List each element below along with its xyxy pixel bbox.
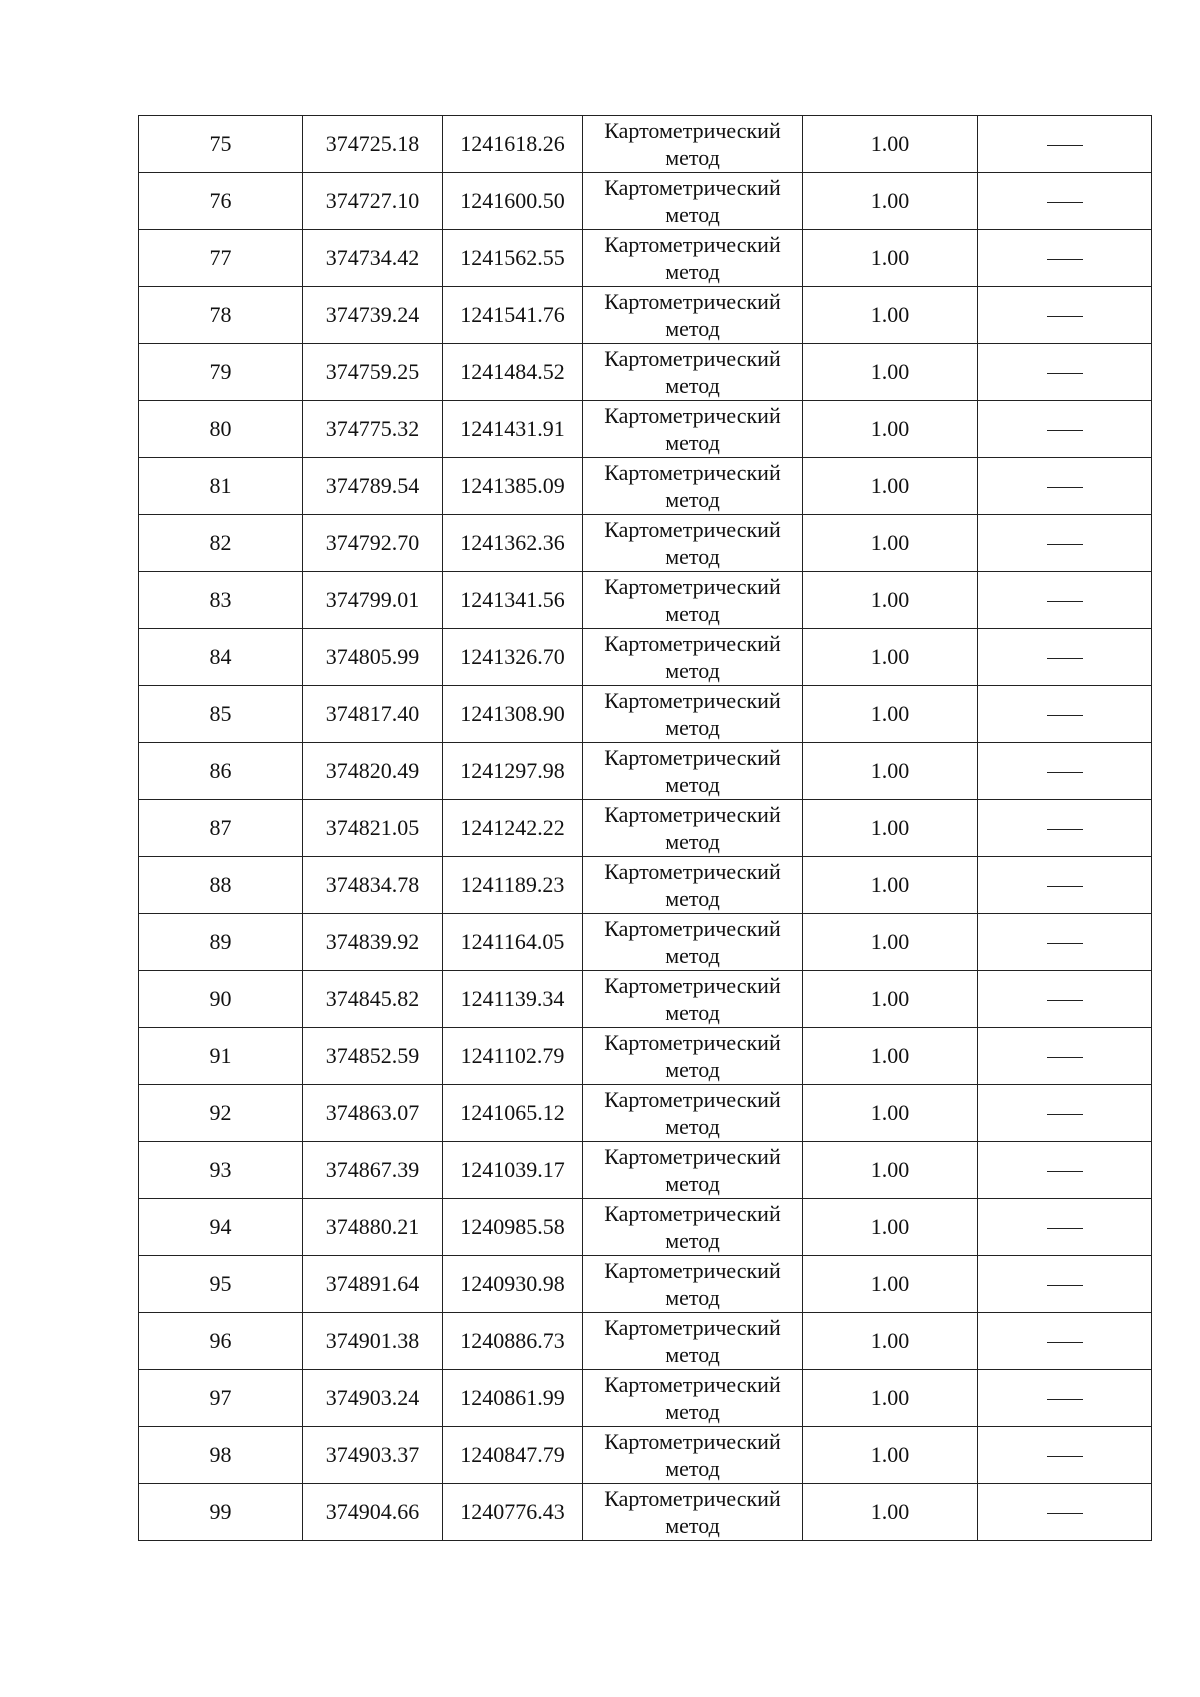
note-cell [978, 629, 1152, 686]
accuracy-cell: 1.00 [803, 1256, 978, 1313]
point-number-cell: 83 [139, 572, 303, 629]
method-line-1: Картометрический [604, 460, 781, 485]
dash-mark [1047, 544, 1083, 545]
dash-mark [1047, 1456, 1083, 1457]
table-row [139, 1199, 1152, 1256]
note-cell [978, 914, 1152, 971]
method-line-2: метод [665, 1171, 720, 1196]
method-line-2: метод [665, 202, 720, 227]
table-row [139, 686, 1152, 743]
note-cell [978, 1256, 1152, 1313]
table-row [139, 1142, 1152, 1199]
table-row [139, 401, 1152, 458]
method-cell [583, 230, 803, 287]
method-line-1: Картометрический [604, 346, 781, 371]
accuracy-cell: 1.00 [803, 572, 978, 629]
dash-mark [1047, 202, 1083, 203]
method-line-1: Картометрический [604, 1315, 781, 1340]
dash-mark [1047, 316, 1083, 317]
point-number-cell: 80 [139, 401, 303, 458]
x-coordinate-cell: 374775.32 [303, 401, 443, 458]
method-line-1: Картометрический [604, 1429, 781, 1454]
note-cell [978, 344, 1152, 401]
note-cell [978, 230, 1152, 287]
method-line-2: метод [665, 601, 720, 626]
x-coordinate-cell: 374904.66 [303, 1484, 443, 1541]
accuracy-cell: 1.00 [803, 173, 978, 230]
method-line-2: метод [665, 1114, 720, 1139]
method-line-2: метод [665, 1285, 720, 1310]
method-cell [583, 629, 803, 686]
accuracy-cell: 1.00 [803, 686, 978, 743]
method-line-1: Картометрический [604, 1486, 781, 1511]
table-row [139, 1028, 1152, 1085]
method-line-1: Картометрический [604, 802, 781, 827]
accuracy-cell: 1.00 [803, 344, 978, 401]
y-coordinate-cell: 1241484.52 [443, 344, 583, 401]
dash-mark [1047, 259, 1083, 260]
y-coordinate-cell: 1241341.56 [443, 572, 583, 629]
table-row [139, 287, 1152, 344]
table-row [139, 629, 1152, 686]
note-cell [978, 971, 1152, 1028]
y-coordinate-cell: 1241139.34 [443, 971, 583, 1028]
y-coordinate-cell: 1240847.79 [443, 1427, 583, 1484]
x-coordinate-cell: 374845.82 [303, 971, 443, 1028]
method-cell [583, 1199, 803, 1256]
method-cell [583, 914, 803, 971]
dash-mark [1047, 1342, 1083, 1343]
note-cell [978, 1028, 1152, 1085]
method-cell [583, 173, 803, 230]
method-line-1: Картометрический [604, 175, 781, 200]
dash-mark [1047, 1399, 1083, 1400]
point-number-cell: 85 [139, 686, 303, 743]
dash-mark [1047, 886, 1083, 887]
table-row [139, 1484, 1152, 1541]
point-number-cell: 90 [139, 971, 303, 1028]
y-coordinate-cell: 1241600.50 [443, 173, 583, 230]
y-coordinate-cell: 1241065.12 [443, 1085, 583, 1142]
dash-mark [1047, 145, 1083, 146]
method-line-2: метод [665, 1513, 720, 1538]
table-row [139, 1427, 1152, 1484]
table-row [139, 515, 1152, 572]
accuracy-cell: 1.00 [803, 515, 978, 572]
y-coordinate-cell: 1241164.05 [443, 914, 583, 971]
point-number-cell: 97 [139, 1370, 303, 1427]
method-line-2: метод [665, 1456, 720, 1481]
accuracy-cell: 1.00 [803, 629, 978, 686]
accuracy-cell: 1.00 [803, 1484, 978, 1541]
y-coordinate-cell: 1240886.73 [443, 1313, 583, 1370]
y-coordinate-cell: 1241385.09 [443, 458, 583, 515]
method-cell [583, 1085, 803, 1142]
table-row [139, 1313, 1152, 1370]
method-cell [583, 1313, 803, 1370]
x-coordinate-cell: 374759.25 [303, 344, 443, 401]
accuracy-cell: 1.00 [803, 914, 978, 971]
x-coordinate-cell: 374903.37 [303, 1427, 443, 1484]
method-line-1: Картометрический [604, 118, 781, 143]
table-row [139, 800, 1152, 857]
method-line-2: метод [665, 544, 720, 569]
method-cell [583, 686, 803, 743]
point-number-cell: 96 [139, 1313, 303, 1370]
dash-mark [1047, 829, 1083, 830]
method-line-2: метод [665, 1000, 720, 1025]
accuracy-cell: 1.00 [803, 116, 978, 173]
note-cell [978, 1142, 1152, 1199]
point-number-cell: 95 [139, 1256, 303, 1313]
x-coordinate-cell: 374891.64 [303, 1256, 443, 1313]
table-body [139, 116, 1152, 1541]
method-cell [583, 401, 803, 458]
method-line-1: Картометрический [604, 232, 781, 257]
point-number-cell: 93 [139, 1142, 303, 1199]
y-coordinate-cell: 1241189.23 [443, 857, 583, 914]
y-coordinate-cell: 1241308.90 [443, 686, 583, 743]
method-line-1: Картометрический [604, 289, 781, 314]
accuracy-cell: 1.00 [803, 1199, 978, 1256]
note-cell [978, 800, 1152, 857]
x-coordinate-cell: 374903.24 [303, 1370, 443, 1427]
x-coordinate-cell: 374734.42 [303, 230, 443, 287]
method-cell [583, 287, 803, 344]
accuracy-cell: 1.00 [803, 857, 978, 914]
dash-mark [1047, 715, 1083, 716]
point-number-cell: 78 [139, 287, 303, 344]
table-row [139, 173, 1152, 230]
dash-mark [1047, 1285, 1083, 1286]
method-line-1: Картометрический [604, 688, 781, 713]
note-cell [978, 401, 1152, 458]
point-number-cell: 77 [139, 230, 303, 287]
table-row [139, 458, 1152, 515]
method-line-2: метод [665, 829, 720, 854]
x-coordinate-cell: 374739.24 [303, 287, 443, 344]
note-cell [978, 116, 1152, 173]
x-coordinate-cell: 374727.10 [303, 173, 443, 230]
method-line-1: Картометрический [604, 1144, 781, 1169]
point-number-cell: 86 [139, 743, 303, 800]
point-number-cell: 76 [139, 173, 303, 230]
note-cell [978, 743, 1152, 800]
point-number-cell: 89 [139, 914, 303, 971]
method-line-2: метод [665, 259, 720, 284]
y-coordinate-cell: 1241297.98 [443, 743, 583, 800]
accuracy-cell: 1.00 [803, 230, 978, 287]
method-line-2: метод [665, 1342, 720, 1367]
method-line-1: Картометрический [604, 916, 781, 941]
method-line-1: Картометрический [604, 745, 781, 770]
method-cell [583, 344, 803, 401]
method-line-2: метод [665, 373, 720, 398]
note-cell [978, 686, 1152, 743]
x-coordinate-cell: 374789.54 [303, 458, 443, 515]
dash-mark [1047, 1171, 1083, 1172]
y-coordinate-cell: 1240985.58 [443, 1199, 583, 1256]
note-cell [978, 1313, 1152, 1370]
accuracy-cell: 1.00 [803, 1142, 978, 1199]
method-line-1: Картометрический [604, 1087, 781, 1112]
method-line-2: метод [665, 943, 720, 968]
coordinates-table [138, 115, 1152, 1541]
y-coordinate-cell: 1241326.70 [443, 629, 583, 686]
method-line-2: метод [665, 430, 720, 455]
method-line-2: метод [665, 1399, 720, 1424]
dash-mark [1047, 1114, 1083, 1115]
point-number-cell: 92 [139, 1085, 303, 1142]
method-cell [583, 1370, 803, 1427]
method-line-1: Картометрический [604, 403, 781, 428]
accuracy-cell: 1.00 [803, 971, 978, 1028]
table-row [139, 857, 1152, 914]
method-cell [583, 572, 803, 629]
accuracy-cell: 1.00 [803, 800, 978, 857]
table-row [139, 116, 1152, 173]
x-coordinate-cell: 374817.40 [303, 686, 443, 743]
dash-mark [1047, 658, 1083, 659]
method-line-2: метод [665, 1228, 720, 1253]
y-coordinate-cell: 1241562.55 [443, 230, 583, 287]
dash-mark [1047, 772, 1083, 773]
method-cell [583, 743, 803, 800]
method-line-1: Картометрический [604, 859, 781, 884]
note-cell [978, 458, 1152, 515]
table-row [139, 743, 1152, 800]
accuracy-cell: 1.00 [803, 1028, 978, 1085]
y-coordinate-cell: 1240861.99 [443, 1370, 583, 1427]
x-coordinate-cell: 374863.07 [303, 1085, 443, 1142]
point-number-cell: 87 [139, 800, 303, 857]
accuracy-cell: 1.00 [803, 1427, 978, 1484]
table-row [139, 1370, 1152, 1427]
method-line-1: Картометрический [604, 631, 781, 656]
x-coordinate-cell: 374799.01 [303, 572, 443, 629]
point-number-cell: 99 [139, 1484, 303, 1541]
method-line-2: метод [665, 1057, 720, 1082]
method-cell [583, 1142, 803, 1199]
method-line-2: метод [665, 145, 720, 170]
method-cell [583, 857, 803, 914]
note-cell [978, 173, 1152, 230]
table-row [139, 344, 1152, 401]
table-row [139, 914, 1152, 971]
method-cell [583, 1028, 803, 1085]
y-coordinate-cell: 1240930.98 [443, 1256, 583, 1313]
y-coordinate-cell: 1241541.76 [443, 287, 583, 344]
note-cell [978, 515, 1152, 572]
y-coordinate-cell: 1241362.36 [443, 515, 583, 572]
method-line-1: Картометрический [604, 973, 781, 998]
method-cell [583, 1427, 803, 1484]
accuracy-cell: 1.00 [803, 1313, 978, 1370]
table-row [139, 1085, 1152, 1142]
dash-mark [1047, 373, 1083, 374]
x-coordinate-cell: 374834.78 [303, 857, 443, 914]
y-coordinate-cell: 1241102.79 [443, 1028, 583, 1085]
x-coordinate-cell: 374805.99 [303, 629, 443, 686]
table-row [139, 230, 1152, 287]
accuracy-cell: 1.00 [803, 743, 978, 800]
x-coordinate-cell: 374725.18 [303, 116, 443, 173]
accuracy-cell: 1.00 [803, 1370, 978, 1427]
accuracy-cell: 1.00 [803, 287, 978, 344]
method-cell [583, 458, 803, 515]
method-line-2: метод [665, 886, 720, 911]
point-number-cell: 81 [139, 458, 303, 515]
method-line-1: Картометрический [604, 1030, 781, 1055]
point-number-cell: 98 [139, 1427, 303, 1484]
dash-mark [1047, 1228, 1083, 1229]
x-coordinate-cell: 374852.59 [303, 1028, 443, 1085]
y-coordinate-cell: 1241618.26 [443, 116, 583, 173]
x-coordinate-cell: 374901.38 [303, 1313, 443, 1370]
point-number-cell: 94 [139, 1199, 303, 1256]
y-coordinate-cell: 1240776.43 [443, 1484, 583, 1541]
x-coordinate-cell: 374839.92 [303, 914, 443, 971]
method-cell [583, 1256, 803, 1313]
method-line-2: метод [665, 658, 720, 683]
note-cell [978, 1085, 1152, 1142]
accuracy-cell: 1.00 [803, 1085, 978, 1142]
y-coordinate-cell: 1241431.91 [443, 401, 583, 458]
note-cell [978, 287, 1152, 344]
method-line-2: метод [665, 772, 720, 797]
note-cell [978, 857, 1152, 914]
table-row [139, 1256, 1152, 1313]
method-line-2: метод [665, 487, 720, 512]
y-coordinate-cell: 1241242.22 [443, 800, 583, 857]
method-cell [583, 800, 803, 857]
method-cell [583, 116, 803, 173]
dash-mark [1047, 1513, 1083, 1514]
note-cell [978, 1370, 1152, 1427]
x-coordinate-cell: 374820.49 [303, 743, 443, 800]
table-row [139, 971, 1152, 1028]
method-cell [583, 1484, 803, 1541]
accuracy-cell: 1.00 [803, 401, 978, 458]
x-coordinate-cell: 374821.05 [303, 800, 443, 857]
point-number-cell: 82 [139, 515, 303, 572]
dash-mark [1047, 430, 1083, 431]
dash-mark [1047, 487, 1083, 488]
method-line-1: Картометрический [604, 574, 781, 599]
method-line-1: Картометрический [604, 1201, 781, 1226]
note-cell [978, 1427, 1152, 1484]
dash-mark [1047, 601, 1083, 602]
accuracy-cell: 1.00 [803, 458, 978, 515]
method-line-1: Картометрический [604, 1258, 781, 1283]
point-number-cell: 88 [139, 857, 303, 914]
method-line-2: метод [665, 316, 720, 341]
x-coordinate-cell: 374867.39 [303, 1142, 443, 1199]
note-cell [978, 1199, 1152, 1256]
x-coordinate-cell: 374880.21 [303, 1199, 443, 1256]
method-cell [583, 971, 803, 1028]
method-cell [583, 515, 803, 572]
note-cell [978, 572, 1152, 629]
dash-mark [1047, 1000, 1083, 1001]
point-number-cell: 84 [139, 629, 303, 686]
table-row [139, 572, 1152, 629]
method-line-1: Картометрический [604, 1372, 781, 1397]
method-line-2: метод [665, 715, 720, 740]
point-number-cell: 79 [139, 344, 303, 401]
note-cell [978, 1484, 1152, 1541]
point-number-cell: 91 [139, 1028, 303, 1085]
x-coordinate-cell: 374792.70 [303, 515, 443, 572]
dash-mark [1047, 943, 1083, 944]
y-coordinate-cell: 1241039.17 [443, 1142, 583, 1199]
method-line-1: Картометрический [604, 517, 781, 542]
dash-mark [1047, 1057, 1083, 1058]
point-number-cell: 75 [139, 116, 303, 173]
